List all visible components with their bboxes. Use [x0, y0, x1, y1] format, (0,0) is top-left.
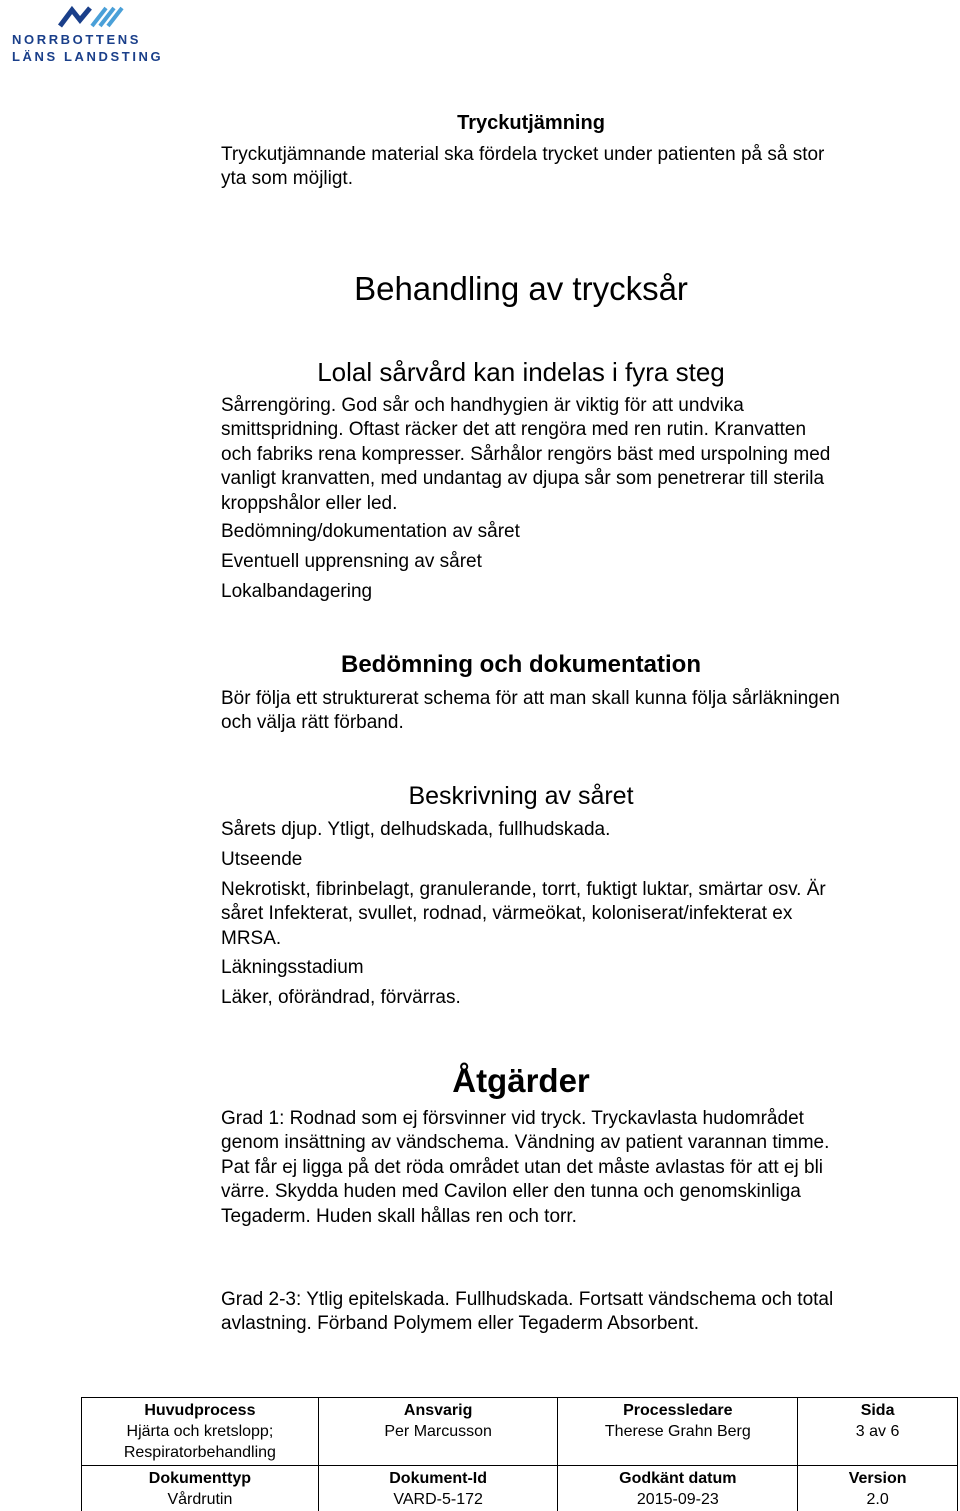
bedomning-heading: Bedömning och dokumentation: [341, 651, 701, 678]
footer-cell-dokumentid: [318, 1466, 558, 1511]
footer-row: [82, 1466, 958, 1511]
footer-label: Godkänt datum: [619, 1470, 737, 1487]
logo-line1: NORRBOTTENS: [12, 32, 141, 47]
logo: [8, 2, 178, 66]
behandling-heading: Behandling av trycksår: [354, 270, 688, 307]
footer-label: Version: [848, 1470, 907, 1487]
lokal-step3: Eventuell upprensning av såret: [221, 551, 482, 572]
footer-label: Huvudprocess: [144, 1402, 256, 1419]
bedomning-text: Bör följa ett strukturerat schema för att man skall kunna följa sårläkningen och välja rätt förband.: [221, 688, 840, 734]
atgarder-grad1: Grad 1: Rodnad som ej försvinner vid tryck. Tryckavlasta hudområdet genom insättning av vändschema. Vändning av patient varannan timme. Pat får ej ligga på det röda området utan det måste avlastas för att ej bli värre. Skydda huden med Cavilon eller den tunna och genomskinliga Tegaderm. Huden skall hållas ren och torr.: [221, 1108, 830, 1227]
footer-table: [81, 1397, 958, 1511]
footer-cell-ansvarig: [318, 1398, 558, 1466]
footer-value: Hjärta och kretslopp; Respiratorbehandling: [123, 1423, 276, 1461]
footer-cell-godkant: [558, 1466, 798, 1511]
lokal-text: Sårrengöring. God sår och handhygien är viktig för att undvika smittspridning. Oftast räcker det att rengöra med ren rutin. Kranvatten och fabriks rena kompresser. Sårhålor rengörs bäst med urspolning med vanligt kranvatten, med undantag av djupa sår som penetrerar till sterila kroppshålor eller led.: [221, 395, 831, 514]
atgarder-grad23: Grad 2-3: Ytlig epitelskada. Fullhudskada. Fortsatt vändschema och total avlastning. Förband Polymem eller Tegaderm Absorbent.: [221, 1289, 834, 1335]
beskrivning-stadium-text: Läker, oförändrad, förvärras.: [221, 987, 461, 1008]
lokal-step2: Bedömning/dokumentation av såret: [221, 521, 520, 542]
footer-cell-sida: [798, 1398, 958, 1466]
footer-value: 2.0: [866, 1491, 889, 1508]
beskrivning-utseende: Utseende: [221, 849, 303, 870]
lokal-heading: Lolal sårvård kan indelas i fyra steg: [317, 357, 725, 387]
footer-label: Sida: [860, 1402, 895, 1419]
atgarder-heading: Åtgärder: [452, 1062, 590, 1099]
beskrivning-utseende-text: Nekrotiskt, fibrinbelagt, granulerande, torrt, fuktigt luktar, smärtar osv. Är såret Infekterat, svullet, rodnad, värmeökat, koloniserat/infekterat ex MRSA.: [221, 879, 826, 949]
footer-cell-version: [798, 1466, 958, 1511]
footer-cell-dokumenttyp: [82, 1466, 319, 1511]
footer-value: 3 av 6: [855, 1423, 900, 1440]
footer-value: 2015-09-23: [636, 1491, 719, 1508]
tryck-text: Tryckutjämnande material ska fördela trycket under patienten på så stor yta som möjligt.: [221, 144, 825, 190]
beskrivning-djup: Sårets djup. Ytligt, delhudskada, fullhudskada.: [221, 819, 611, 840]
footer-cell-processledare: [558, 1398, 798, 1466]
logo-mark-icon: [56, 4, 126, 30]
footer-cell-huvudprocess: [82, 1398, 319, 1466]
footer-label: Dokument-Id: [389, 1470, 488, 1487]
footer-value: Per Marcusson: [384, 1423, 492, 1440]
footer-label: Processledare: [623, 1402, 733, 1419]
logo-line2: LÄNS LANDSTING: [12, 49, 164, 64]
footer-label: Ansvarig: [403, 1402, 473, 1419]
beskrivning-stadium: Läkningsstadium: [221, 957, 364, 978]
footer-label: Dokumenttyp: [148, 1470, 252, 1487]
footer-row: [82, 1398, 958, 1466]
footer-value: Therese Grahn Berg: [604, 1423, 751, 1440]
lokal-step4: Lokalbandagering: [221, 581, 373, 602]
tryck-heading: Tryckutjämning: [457, 112, 605, 134]
beskrivning-heading: Beskrivning av såret: [408, 782, 634, 810]
footer-value: VARD-5-172: [393, 1491, 483, 1508]
footer-value: Vårdrutin: [167, 1491, 233, 1508]
